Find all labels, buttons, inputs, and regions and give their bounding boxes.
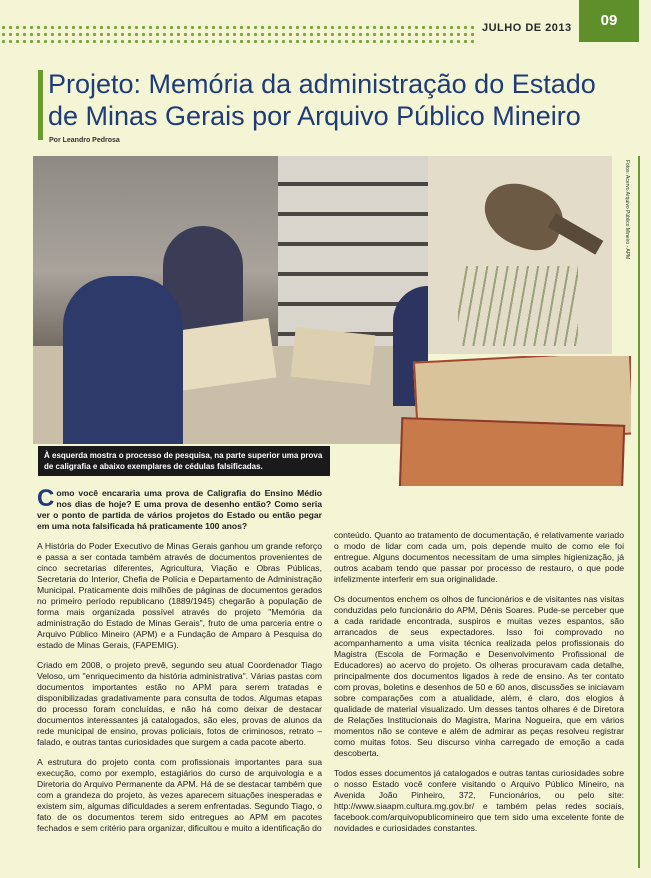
header-dot-pattern [0,24,478,44]
article-title: Projeto: Memória da administração do Estado de Minas Gerais por Arquivo Público Mineiro [48,69,596,131]
lead-text: omo você encararia uma prova de Caligrafia do Ensino Médio nos dias de hoje? E uma prova de desenho então? Como seria ver o ponto de partida de vários projetos do Estado ou então pegar em uma nota falsificada há praticamente 100 anos? [37,488,322,531]
calligraphy-drawing-photo [428,156,612,354]
page-number: 09 [579,0,639,42]
document-sheet [291,327,376,385]
byline: Por Leandro Pedrosa [49,137,120,144]
drop-cap: C [37,485,55,512]
title-accent-bar [38,70,43,140]
column-rule [638,156,640,868]
banknotes-photo [395,356,631,486]
banknote [399,417,625,486]
research-photo [33,156,428,444]
body-paragraph: Os documentos enchem os olhos de funcionários e de visitantes nas visitas conduzidas pelo funcionário do APM, Dênis Soares. Pude-se perceber que a cada raridade encontrada, suspiros e muitas vezes espantos, são arrancados de seus expectadores. Isso foi comprovado no acompanhamento a uma visita técnica realizada pelos profissionais do Magistra (Escola de Formação e Desenvolvimento Profissional de Educadores) ao acervo do projeto. Os olheras procuravam cada detalhe, principalmente dos documentos ligados à rede de ensino. As ter contato com provas, boletins e desenhos de 50 e 60 anos, discussões se iniciavam sobre comparações com a atualidade, além, é claro, dos elogios à qualidade de material visualizado. Um desses tantos olhares é de Diretora de Relações Institucionais do Magistra, Marina Nogueira, que em vários momentos não se conteve e além de admirar as peças resolveu registrar como muitas fotos. Seu discurso vinha carregado de emoção a cada descoberta. [334,594,624,758]
issue-date: JULHO DE 2013 [482,22,572,34]
body-paragraph: conteúdo. Quanto ao tratamento de documentação, é relativamente variado o modo de lidar com cada um, pois depende muito de como ele foi entregue. Alguns documentos necessitam de uma simples higienização, já outros acabam tendo que passar por processo de restauro, o que pode infelizmente interferir em sua originalidade. [334,530,624,584]
plant-sketch [458,266,578,346]
body-paragraph: Criado em 2008, o projeto prevê, segundo seu atual Coordenador Tiago Veloso, um "enriquecimento da história administrativa". Várias pastas com documentos importantes estão no APM para serem tratadas e disponibilizadas gradativamente para consulta de todos. Algumas etapas do processo foram concluídas, e não há como deixar de destacar documentos interessantes já catalogados, são eles, provas de alunos da rede municipal de ensino, provas policiais, fotos de criminosos, retrato – falado, e outras tantas curiosidades que surgem a cada pacote aberto. [37,660,322,747]
photo-caption: À esquerda mostra o processo de pesquisa, na parte superior uma prova de caligrafia e abaixo exemplares de cédulas falsificadas. [38,446,330,476]
lead-paragraph [37,485,322,532]
researcher-figure [63,276,183,444]
article-column-right [334,530,624,843]
article-column-left [37,485,322,843]
photo-credit: Fotos: Acervo Arquivo Público Mineiro - APM [624,160,630,260]
body-paragraph: A História do Poder Executivo de Minas Gerais ganhou um grande reforço e passa a ser contada também através de documentos provenientes de cinco secretarias diferentes, Agricultura, Viação e Obras Públicas, Secretaria do Interior, Chefia de Polícia e Departamento de Administração Municipal. Praticamente dois milhões de páginas de documentos gerados no primeiro período republicano (1889/1945) chegarão à população de forma mais organizada possível através do projeto "Memória da administração do Estado de Minas Gerais", fruto de uma parceria entre o Arquivo Público Mineiro (APM) e a Fundação de Amparo à Pesquisa do estado de Minas Gerais, (FAPEMIG). [37,541,322,650]
body-paragraph: Todos esses documentos já catalogados e outras tantas curiosidades sobre o nosso Estado você confere visitando o Arquivo Público Mineiro, na Avenida João Pinheiro, 372, Funcionários, ou pelo site: http://www.siaapm.cultura.mg.gov.br/ e também pelas redes sociais, facebook.com/arquivopublicomineiro que tem sido uma excelente fonte de novidades e curiosidades constantes. [334,768,624,833]
body-paragraph: A estrutura do projeto conta com profissionais importantes para sua execução, como por exemplo, estagiários do curso de arquivologia e a Diretoria do Arquivo Permanente da APM. Há de se destacar também que com a grandeza do projeto, às vezes aparecem situações inesperadas e existem sim, algumas dificuldades a serem enfrentadas. Segundo Tiago, o fato de os documentos terem sido entregues ao APM em pacotes fechados e sem critério para organizar, dificultou e muito a identificação do [37,757,322,833]
